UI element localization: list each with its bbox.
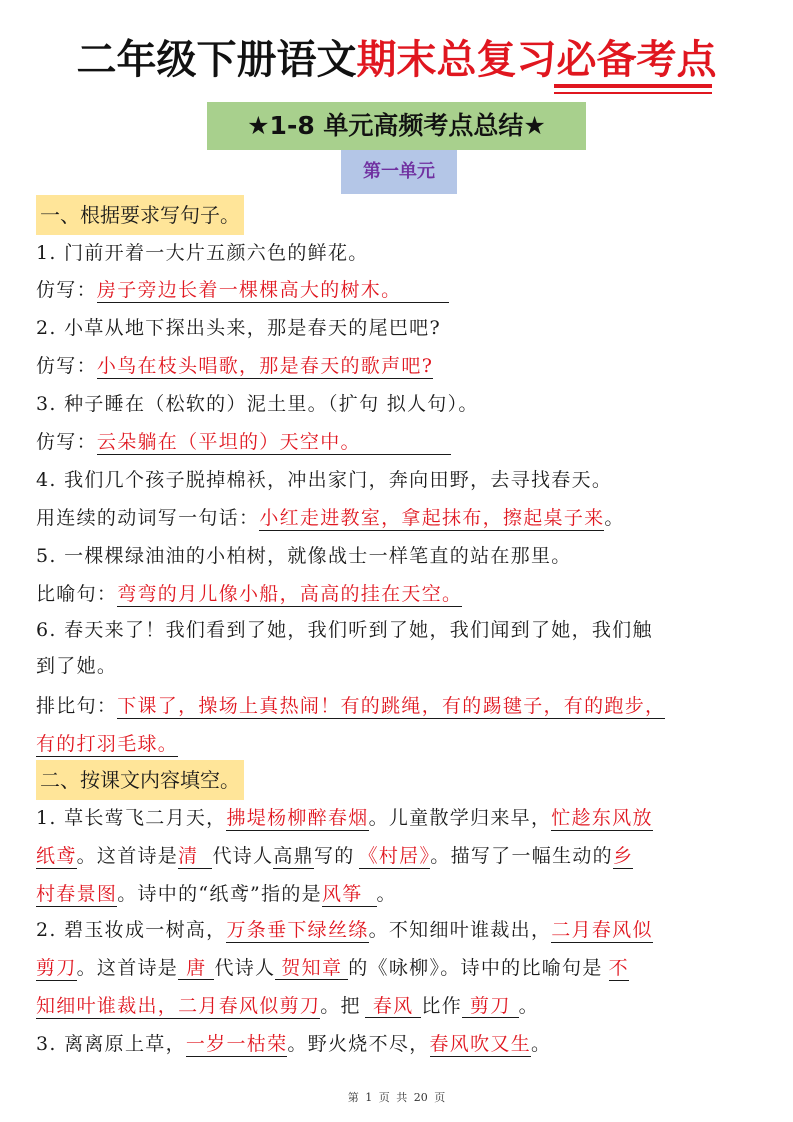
text: 。诗中的“纸鸢”指的是 — [117, 883, 322, 905]
answer-text: 剪刀 — [462, 995, 519, 1018]
unit-range-banner: ★1-8 单元高频考点总结★ — [207, 102, 586, 150]
answer-line — [36, 576, 760, 612]
punct: 。 — [604, 507, 625, 529]
text: 。这首诗是 — [76, 957, 179, 979]
answer-text: 万条垂下绿丝绦 — [226, 919, 369, 941]
answer-text: 二月春风似 — [551, 919, 653, 941]
section-heading: 二、按课文内容填空。 — [36, 760, 244, 800]
answer-text: 春风 — [365, 995, 422, 1018]
prompt: 比喻句： — [36, 583, 118, 605]
answer-text: 云朵躺在（平坦的）天空中。 — [97, 431, 451, 455]
title-red: 期末总复习必备考点 — [356, 37, 717, 83]
answer-text: 乡 — [612, 845, 634, 867]
question-line: 2. 小草从地下探出头来，那是春天的尾巴吧? — [36, 317, 441, 339]
fill-line — [36, 988, 760, 1024]
section-heading: 一、根据要求写句子。 — [36, 195, 244, 235]
question-line: 到了她。 — [36, 655, 118, 677]
question-line: 6. 春天来了！我们看到了她，我们听到了她，我们闻到了她，我们触 — [36, 619, 653, 641]
answer-line — [36, 688, 760, 724]
answer-text: 清 — [178, 845, 212, 869]
text: 2. 碧玉妆成一树高， — [36, 919, 227, 941]
text: 。把 — [320, 995, 361, 1017]
answer-text: 房子旁边长着一棵棵高大的树木。 — [97, 279, 450, 303]
answer-text: 小鸟在枝头唱歌，那是春天的歌声吧? — [96, 355, 434, 377]
prompt: 排比句： — [36, 695, 118, 717]
prompt: 用连续的动词写一句话： — [36, 507, 260, 529]
question-line: 5. 一棵棵绿油油的小柏树，就像战士一样笔直的站在那里。 — [36, 545, 572, 567]
answer-text: 一岁一枯荣 — [185, 1033, 288, 1055]
unit-label: 第一单元 — [341, 150, 457, 194]
text: 。 — [518, 995, 539, 1017]
text: 。 — [531, 1033, 552, 1055]
fill-line — [36, 1026, 760, 1062]
text: 。儿童散学归来早， — [368, 807, 552, 829]
text: 。不知细叶谁裁出， — [368, 919, 552, 941]
answer-text: 知细叶谁裁出，二月春风似剪刀 — [36, 995, 321, 1017]
text: 3. 离离原上草， — [36, 1033, 186, 1055]
text: 的《咏柳》。诗中的比喻句是 — [348, 957, 603, 979]
answer-text: 风筝 — [322, 883, 377, 907]
text: 代诗人 — [212, 845, 274, 867]
fill-line — [36, 876, 760, 912]
answer-text: 唐 — [178, 957, 214, 980]
text: 。描写了一幅生动的 — [430, 845, 613, 867]
text: 。 — [376, 883, 397, 905]
text: 比作 — [421, 995, 463, 1017]
answer-text: 高鼎 — [273, 845, 314, 867]
fill-line — [36, 800, 760, 836]
prompt: 仿写： — [36, 355, 97, 377]
prompt: 仿写： — [36, 279, 97, 301]
answer-line — [36, 424, 760, 460]
answer-text: 小红走进教室，拿起抹布，擦起桌子来 — [259, 507, 605, 529]
page-number: 第 1 页 共 20 页 — [347, 1091, 446, 1104]
answer-text: 弯弯的月儿像小船，高高的挂在天空。 — [117, 583, 463, 605]
answer-line — [36, 726, 760, 762]
answer-text: 不 — [608, 957, 629, 979]
fill-line — [36, 912, 760, 948]
prompt: 仿写： — [36, 431, 97, 453]
title-underline — [554, 84, 712, 88]
text: 。野火烧不尽， — [287, 1033, 430, 1055]
answer-line — [36, 348, 760, 384]
answer-line — [36, 272, 760, 308]
answer-text: 春风吹又生 — [429, 1033, 532, 1055]
answer-text: 忙趁东风放 — [551, 807, 653, 829]
page-title — [0, 30, 793, 90]
question-line: 4. 我们几个孩子脱掉棉袄，冲出家门，奔向田野，去寻找春天。 — [36, 469, 613, 491]
answer-text: 剪刀 — [36, 957, 77, 979]
answer-text: 纸鸢 — [36, 845, 77, 867]
answer-text: 下课了，操场上真热闹！有的跳绳，有的踢毽子，有的跑步， — [117, 695, 666, 717]
answer-text: 《村居》 — [358, 845, 431, 867]
question-line: 1. 门前开着一大片五颜六色的鲜花。 — [36, 242, 369, 264]
text: 代诗人 — [214, 957, 276, 979]
fill-line — [36, 950, 760, 986]
text: 写的 — [313, 845, 355, 867]
question-line: 3. 种子睡在（松软的）泥土里。（扩句 拟人句）。 — [36, 393, 479, 415]
text: 。这首诗是 — [76, 845, 179, 867]
answer-text: 村春景图 — [36, 883, 118, 905]
answer-text: 拂堤杨柳醉春烟 — [226, 807, 369, 829]
answer-text: 贺知章 — [275, 957, 348, 980]
title-black: 二年级下册语文 — [76, 37, 357, 83]
answer-text: 有的打羽毛球。 — [36, 733, 179, 755]
title-underline-thin — [554, 92, 712, 94]
answer-line — [36, 500, 760, 536]
fill-line — [36, 838, 760, 874]
text: 1. 草长莺飞二月天， — [36, 807, 227, 829]
